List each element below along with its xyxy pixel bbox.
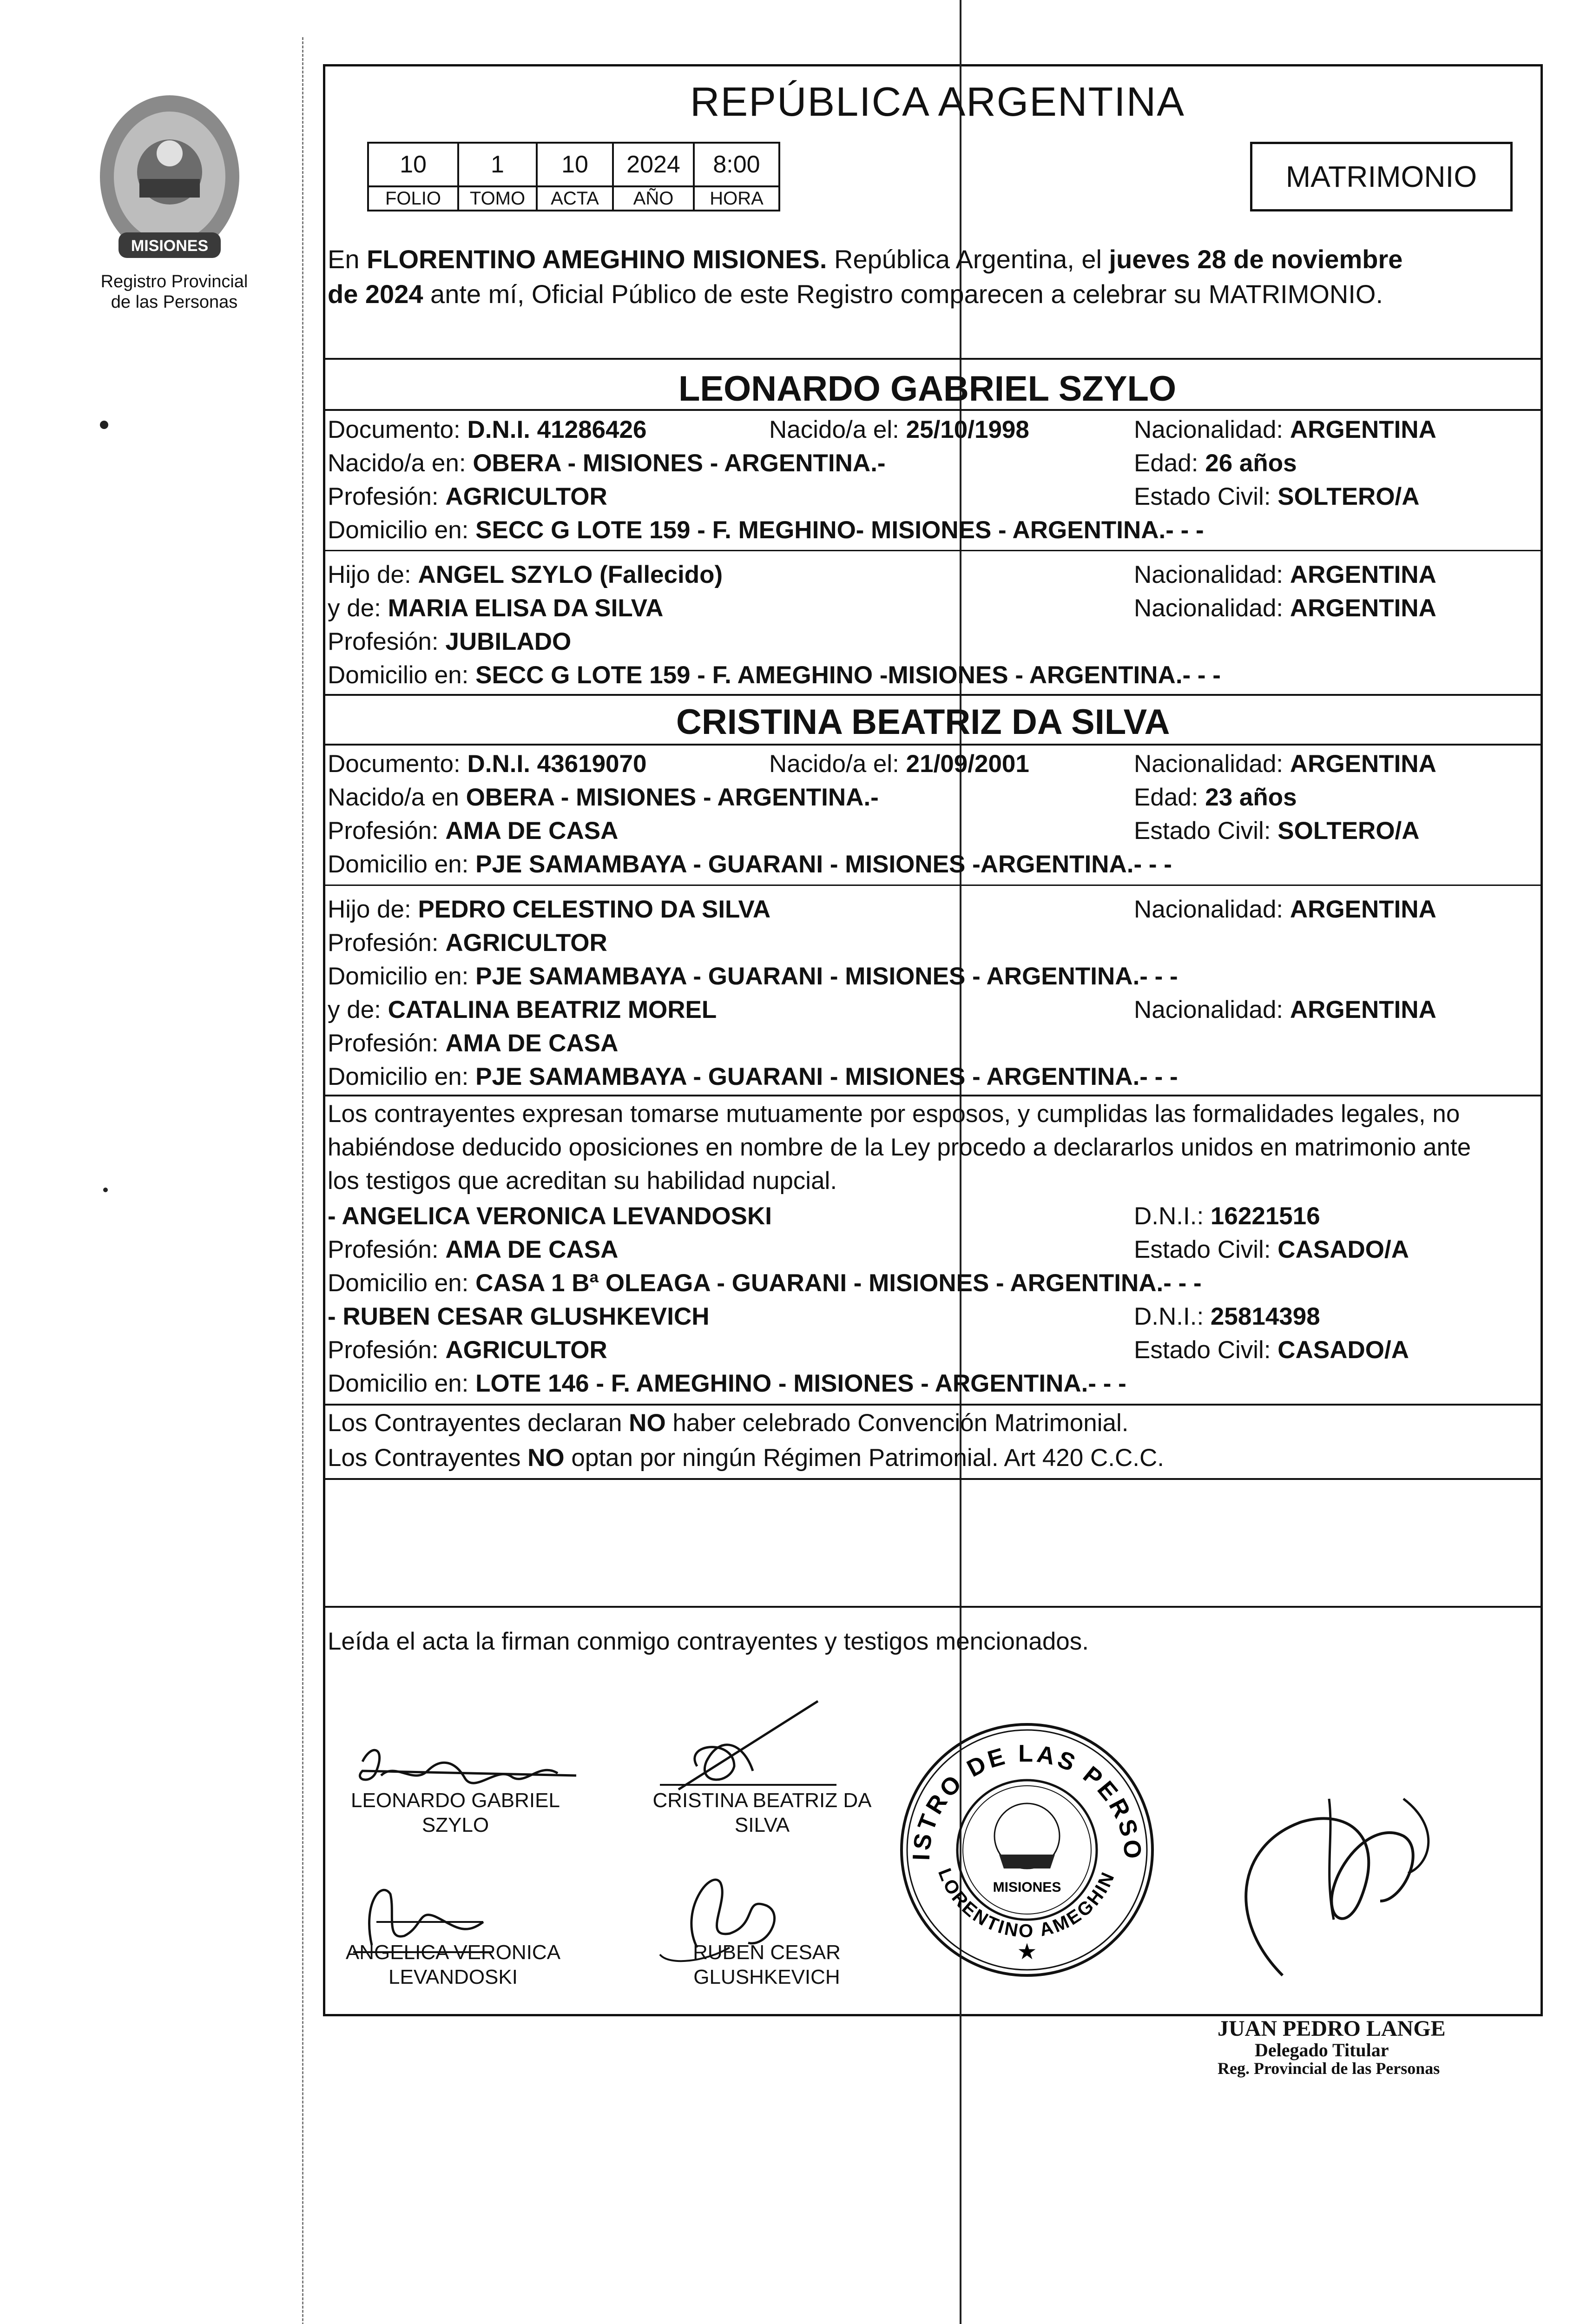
act-type-box: MATRIMONIO	[1250, 142, 1513, 211]
hora-value: 8:00	[694, 143, 779, 186]
official-title: Delegado Titular	[1255, 2040, 1389, 2061]
sig4-caption-2: GLUSHKEVICH	[693, 1965, 840, 1988]
svg-text:MISIONES: MISIONES	[993, 1880, 1061, 1895]
spouse2-nationality: Nacionalidad: ARGENTINA	[1134, 750, 1436, 778]
spouse2-mother-nationality: Nacionalidad: ARGENTINA	[1134, 996, 1436, 1023]
witness1-civil-status: Estado Civil: CASADO/A	[1134, 1236, 1409, 1263]
svg-text:MISIONES: MISIONES	[131, 237, 209, 255]
witness1-name: - ANGELICA VERONICA LEVANDOSKI	[328, 1202, 772, 1230]
svg-text:REGISTRO DE LAS PERSONAS: ISTRO DE LAS PERSO	[908, 1740, 1147, 1862]
svg-text:★: ★	[1017, 1940, 1037, 1964]
spouse2-mother-address: Domicilio en: PJE SAMAMBAYA - GUARANI - MISIONES - ARGENTINA.- - -	[328, 1063, 1178, 1090]
spouse2-birthplace: Nacido/a en OBERA - MISIONES - ARGENTINA.-	[328, 784, 879, 811]
declaration-line-3: los testigos que acreditan su habilidad nupcial.	[328, 1167, 837, 1195]
sig2-caption-1: CRISTINA BEATRIZ DA	[652, 1789, 872, 1812]
logo-caption-line1: Registro Provincial	[100, 272, 248, 291]
spouse2-civil-status: Estado Civil: SOLTERO/A	[1134, 817, 1420, 845]
spouse1-father-nationality: Nacionalidad: ARGENTINA	[1134, 561, 1436, 588]
spouse2-mother: y de: CATALINA BEATRIZ MOREL	[328, 996, 717, 1023]
spouse2-father-profession: Profesión: AGRICULTOR	[328, 929, 607, 957]
spouse1-name: LEONARDO GABRIEL SZYLO	[678, 369, 1177, 409]
spouse2-father-address: Domicilio en: PJE SAMAMBAYA - GUARANI - MISIONES - ARGENTINA.- - -	[328, 963, 1178, 990]
spouse1-profession: Profesión: AGRICULTOR	[328, 483, 607, 510]
spouse2-birthdate: Nacido/a el: 21/09/2001	[769, 750, 1029, 778]
spouse1-mother-nationality: Nacionalidad: ARGENTINA	[1134, 594, 1436, 622]
hora-caption: HORA	[694, 186, 779, 211]
sig2-caption-2: SILVA	[734, 1813, 790, 1836]
sig4-caption-1: RUBEN CESAR	[693, 1941, 841, 1964]
spouse1-address: Domicilio en: SECC G LOTE 159 - F. MEGHINO- MISIONES - ARGENTINA.- - -	[328, 516, 1204, 544]
acta-caption: ACTA	[537, 186, 613, 211]
spouse1-document: Documento: D.N.I. 41286426	[328, 416, 647, 443]
spouse1-nationality: Nacionalidad: ARGENTINA	[1134, 416, 1436, 443]
registry-logo	[91, 93, 249, 279]
logo-caption-line2: de las Personas	[111, 292, 238, 312]
spouse1-father: Hijo de: ANGEL SZYLO (Fallecido)	[328, 561, 723, 588]
svg-text:FLORENTINO AMEGHINO: LORENTINO AMEGHIN	[934, 1865, 1119, 1941]
witness1-address: Domicilio en: CASA 1 Bª OLEAGA - GUARANI - MISIONES - ARGENTINA.- - -	[328, 1269, 1202, 1297]
note-regime: Los Contrayentes NO optan por ningún Régimen Patrimonial. Art 420 C.C.C.	[328, 1444, 1164, 1472]
intro-line-2: de 2024 ante mí, Oficial Público de este Registro comparecen a celebrar su MATRIMONIO.	[328, 279, 1383, 309]
country-title: REPÚBLICA ARGENTINA	[690, 79, 1185, 125]
witness2-profession: Profesión: AGRICULTOR	[328, 1336, 607, 1364]
tomo-caption: TOMO	[458, 186, 537, 211]
spouse1-birthplace: Nacido/a en: OBERA - MISIONES - ARGENTINA.-	[328, 449, 886, 477]
acta-value: 10	[537, 143, 613, 186]
spouse2-document: Documento: D.N.I. 43619070	[328, 750, 647, 778]
spouse1-age: Edad: 26 años	[1134, 449, 1297, 477]
official-name: JUAN PEDRO LANGE	[1218, 2016, 1446, 2041]
spouse1-mother: y de: MARIA ELISA DA SILVA	[328, 594, 664, 622]
witness2-name: - RUBEN CESAR GLUSHKEVICH	[328, 1303, 710, 1330]
witness1-dni: D.N.I.: 16221516	[1134, 1202, 1320, 1230]
folio-value: 10	[368, 143, 458, 186]
spouse2-profession: Profesión: AMA DE CASA	[328, 817, 619, 845]
spouse1-birthdate: Nacido/a el: 25/10/1998	[769, 416, 1029, 443]
anio-value: 2024	[613, 143, 694, 186]
spouse2-mother-profession: Profesión: AMA DE CASA	[328, 1030, 619, 1057]
record-box	[367, 142, 780, 211]
declaration-line-2: habiéndose deducido oposiciones en nombre de la Ley procedo a declararlos unidos en matrimonio ante	[328, 1134, 1471, 1161]
spouse2-name: CRISTINA BEATRIZ DA SILVA	[676, 702, 1170, 742]
sig1-caption-1: LEONARDO GABRIEL	[351, 1789, 560, 1812]
signature-2	[641, 1692, 855, 1799]
spouse2-father: Hijo de: PEDRO CELESTINO DA SILVA	[328, 896, 771, 923]
anio-caption: AÑO	[613, 186, 694, 211]
sig1-caption-2: SZYLO	[421, 1813, 489, 1836]
spouse1-civil-status: Estado Civil: SOLTERO/A	[1134, 483, 1420, 510]
sig3-caption-2: LEVANDOSKI	[388, 1965, 518, 1988]
official-registry: Reg. Provincial de las Personas	[1218, 2059, 1440, 2078]
witness2-civil-status: Estado Civil: CASADO/A	[1134, 1336, 1409, 1364]
witness2-address: Domicilio en: LOTE 146 - F. AMEGHINO - MISIONES - ARGENTINA.- - -	[328, 1370, 1126, 1397]
spouse1-parent-address: Domicilio en: SECC G LOTE 159 - F. AMEGHINO -MISIONES - ARGENTINA.- - -	[328, 661, 1221, 689]
spouse2-age: Edad: 23 años	[1134, 784, 1297, 811]
delegate-signature	[1208, 1780, 1468, 1994]
witness1-profession: Profesión: AMA DE CASA	[328, 1236, 619, 1263]
tomo-value: 1	[458, 143, 537, 186]
note-convention: Los Contrayentes declaran NO haber celebrado Convención Matrimonial.	[328, 1409, 1129, 1437]
spouse2-address: Domicilio en: PJE SAMAMBAYA - GUARANI - MISIONES -ARGENTINA.- - -	[328, 851, 1172, 878]
closing-text: Leída el acta la firman conmigo contrayentes y testigos mencionados.	[328, 1628, 1089, 1655]
spouse1-parent-profession: Profesión: JUBILADO	[328, 628, 572, 655]
declaration-line-1: Los contrayentes expresan tomarse mutuamente por esposos, y cumplidas las formalidades legales, no	[328, 1100, 1460, 1128]
spouse2-father-nationality: Nacionalidad: ARGENTINA	[1134, 896, 1436, 923]
witness2-dni: D.N.I.: 25814398	[1134, 1303, 1320, 1330]
sig3-caption-1: ANGELICA VERONICA	[345, 1941, 561, 1964]
intro-line-1: En FLORENTINO AMEGHINO MISIONES. República Argentina, el jueves 28 de noviembre	[328, 244, 1403, 274]
registry-seal	[897, 1720, 1157, 1980]
folio-caption: FOLIO	[368, 186, 458, 211]
